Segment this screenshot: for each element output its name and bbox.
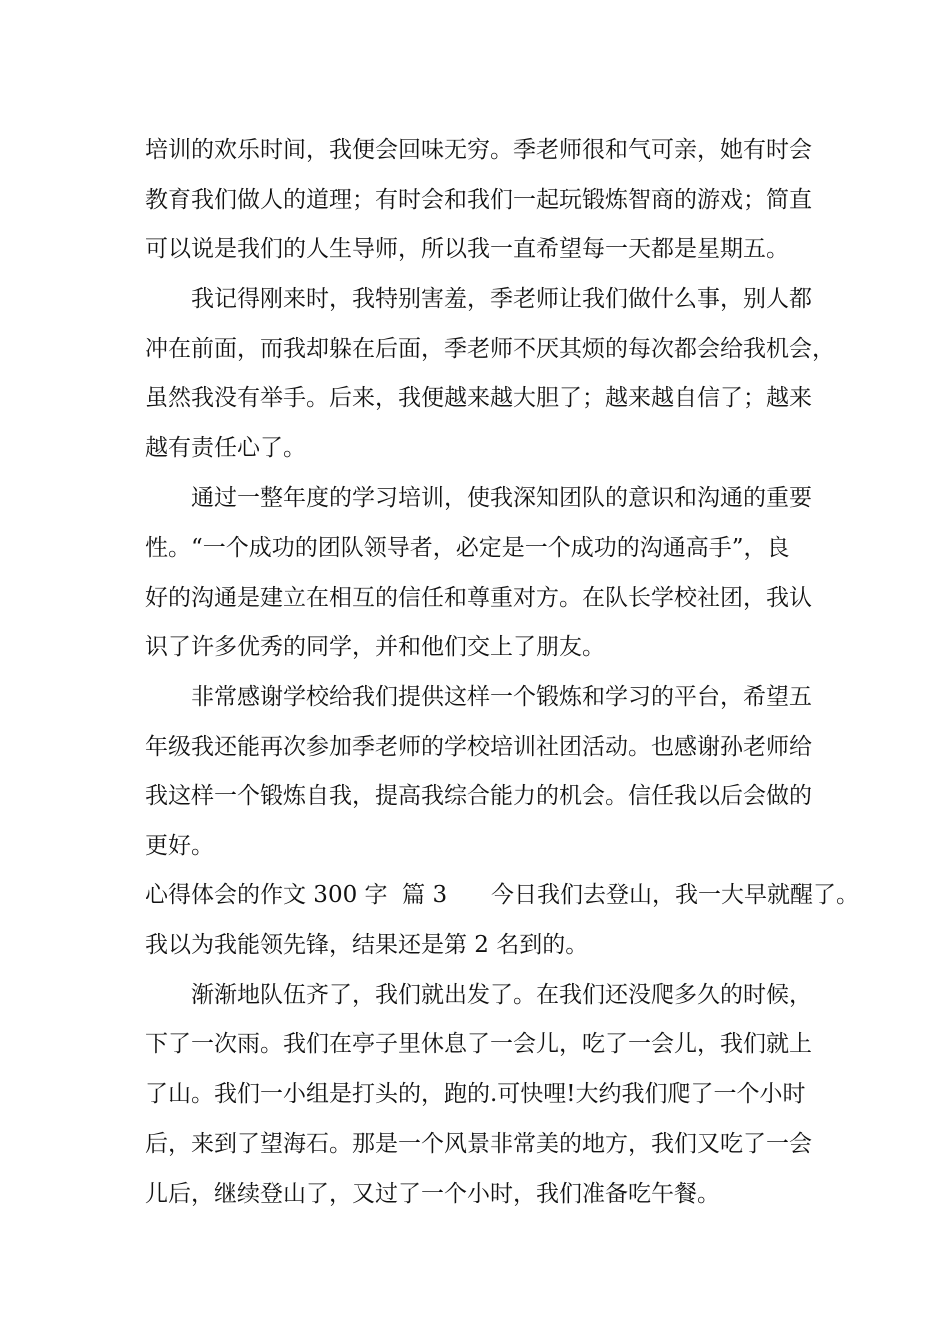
text-line: 培训的欢乐时间，我便会回味无穷。季老师很和气可亲，她有时会 xyxy=(145,137,812,163)
text-line: 越有责任心了。 xyxy=(145,435,306,461)
text-line: 了山。我们一小组是打头的，跑的.可快哩!大约我们爬了一个小时 xyxy=(145,1081,806,1107)
text-line: 儿后，继续登山了，又过了一个小时，我们准备吃午餐。 xyxy=(145,1181,720,1207)
text-line: 性。“一个成功的团队领导者，必定是一个成功的沟通高手”，良 xyxy=(145,535,790,561)
text-line: 教育我们做人的道理；有时会和我们一起玩锻炼智商的游戏；简直 xyxy=(145,187,812,213)
section-heading-line: 心得体会的作文 300 字 篇 3 今日我们去登山，我一大早就醒了。 xyxy=(145,882,859,908)
paragraph-first-line: 我记得刚来时，我特别害羞，季老师让我们做什么事，别人都 xyxy=(191,286,812,312)
text-line: 好的沟通是建立在相互的信任和尊重对方。在队长学校社团，我认 xyxy=(145,585,812,611)
paragraph-first-line: 通过一整年度的学习培训，使我深知团队的意识和沟通的重要 xyxy=(191,485,812,511)
text-line: 我以为我能领先锋，结果还是第 2 名到的。 xyxy=(145,932,589,958)
text-line: 冲在前面，而我却躲在后面，季老师不厌其烦的每次都会给我机会， xyxy=(145,336,835,362)
text-line: 后，来到了望海石。那是一个风景非常美的地方，我们又吃了一会 xyxy=(145,1131,812,1157)
text-line: 更好。 xyxy=(145,833,214,859)
paragraph-first-line: 渐渐地队伍齐了，我们就出发了。在我们还没爬多久的时候， xyxy=(191,982,812,1008)
text-line: 识了许多优秀的同学，并和他们交上了朋友。 xyxy=(145,634,605,660)
text-line: 虽然我没有举手。后来，我便越来越大胆了；越来越自信了；越来 xyxy=(145,385,812,411)
text-line: 我这样一个锻炼自我，提高我综合能力的机会。信任我以后会做的 xyxy=(145,783,812,809)
paragraph-first-line: 非常感谢学校给我们提供这样一个锻炼和学习的平台，希望五 xyxy=(191,684,812,710)
text-line: 年级我还能再次参加季老师的学校培训社团活动。也感谢孙老师给 xyxy=(145,734,812,760)
text-line: 下了一次雨。我们在亭子里休息了一会儿，吃了一会儿，我们就上 xyxy=(145,1031,812,1057)
text-line: 可以说是我们的人生导师，所以我一直希望每一天都是星期五。 xyxy=(145,236,789,262)
